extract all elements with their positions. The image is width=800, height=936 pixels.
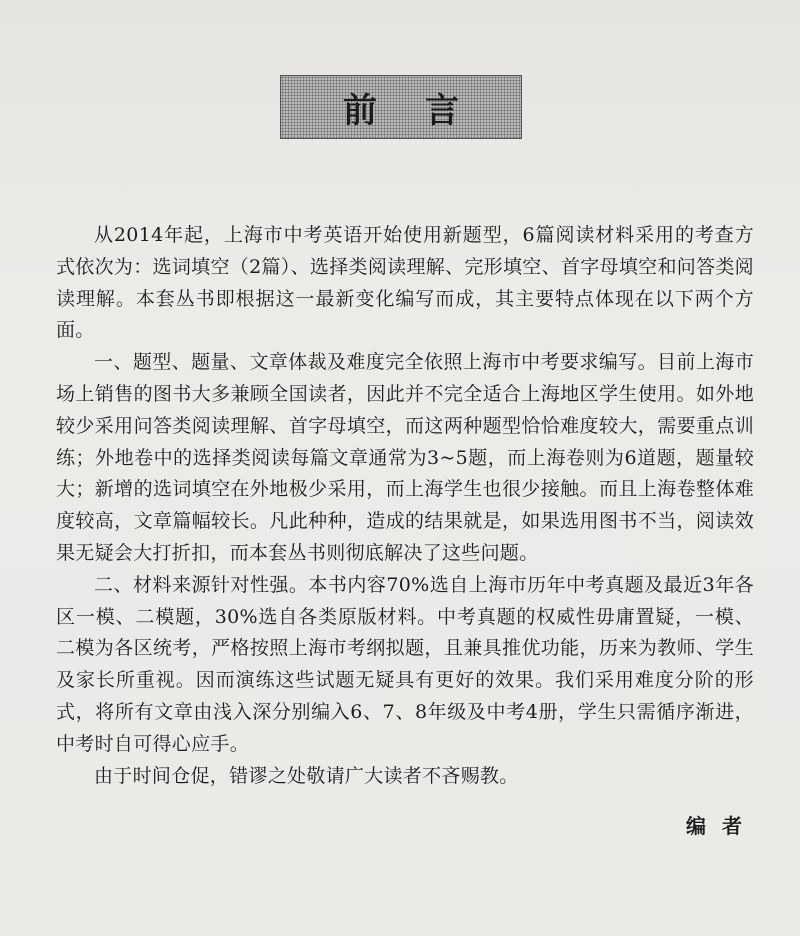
paragraph-point-one: 一、题型、题量、文章体裁及难度完全依照上海市中考要求编写。目前上海市场上销售的图书大多兼顾全国读者，因此并不完全适合上海地区学生使用。如外地较少采用问答类阅读理解、首字母填空，而这两种题型恰恰难度较大，需要重点训练；外地卷中的选择类阅读每篇文章通常为3~5题，而上海卷则为6道题，题量较大；新增的选词填空在外地极少采用，而上海学生也很少接触。而且上海卷整体难度较高，文章篇幅较长。凡此种种，造成的结果就是，如果选用图书不当，阅读效果无疑会大打折扣，而本套丛书则彻底解决了这些问题。 — [56, 351, 754, 564]
title-banner — [280, 75, 522, 139]
paragraph-intro: 从2014年起，上海市中考英语开始使用新题型，6篇阅读材料采用的考查方式依次为：选词填空（2篇）、选择类阅读理解、完形填空、首字母填空和问答类阅读理解。本套丛书即根据这一最新变化编写而成，其主要特点体现在以下两个方面。 — [56, 224, 754, 342]
paragraph-closing: 由于时间仓促，错谬之处敬请广大读者不吝赐教。 — [94, 764, 519, 787]
signature: 编者 — [686, 814, 758, 838]
paragraph-point-two: 二、材料来源针对性强。本书内容70%选自上海市历年中考真题及最近3年各区一模、二模题，30%选自各类原版材料。中考真题的权威性毋庸置疑，一模、二模为各区统考，严格按照上海市考纲拟题，且兼具推优功能，历来为教师、学生及家长所重视。因而演练这些试题无疑具有更好的效果。我们采用难度分阶的形式，将所有文章由浅入深分别编入6、7、8年级及中考4册，学生只需循序渐进，中考时自可得心应手。 — [56, 573, 754, 755]
page-title: 前言 — [343, 90, 507, 131]
preface-body — [56, 220, 754, 792]
